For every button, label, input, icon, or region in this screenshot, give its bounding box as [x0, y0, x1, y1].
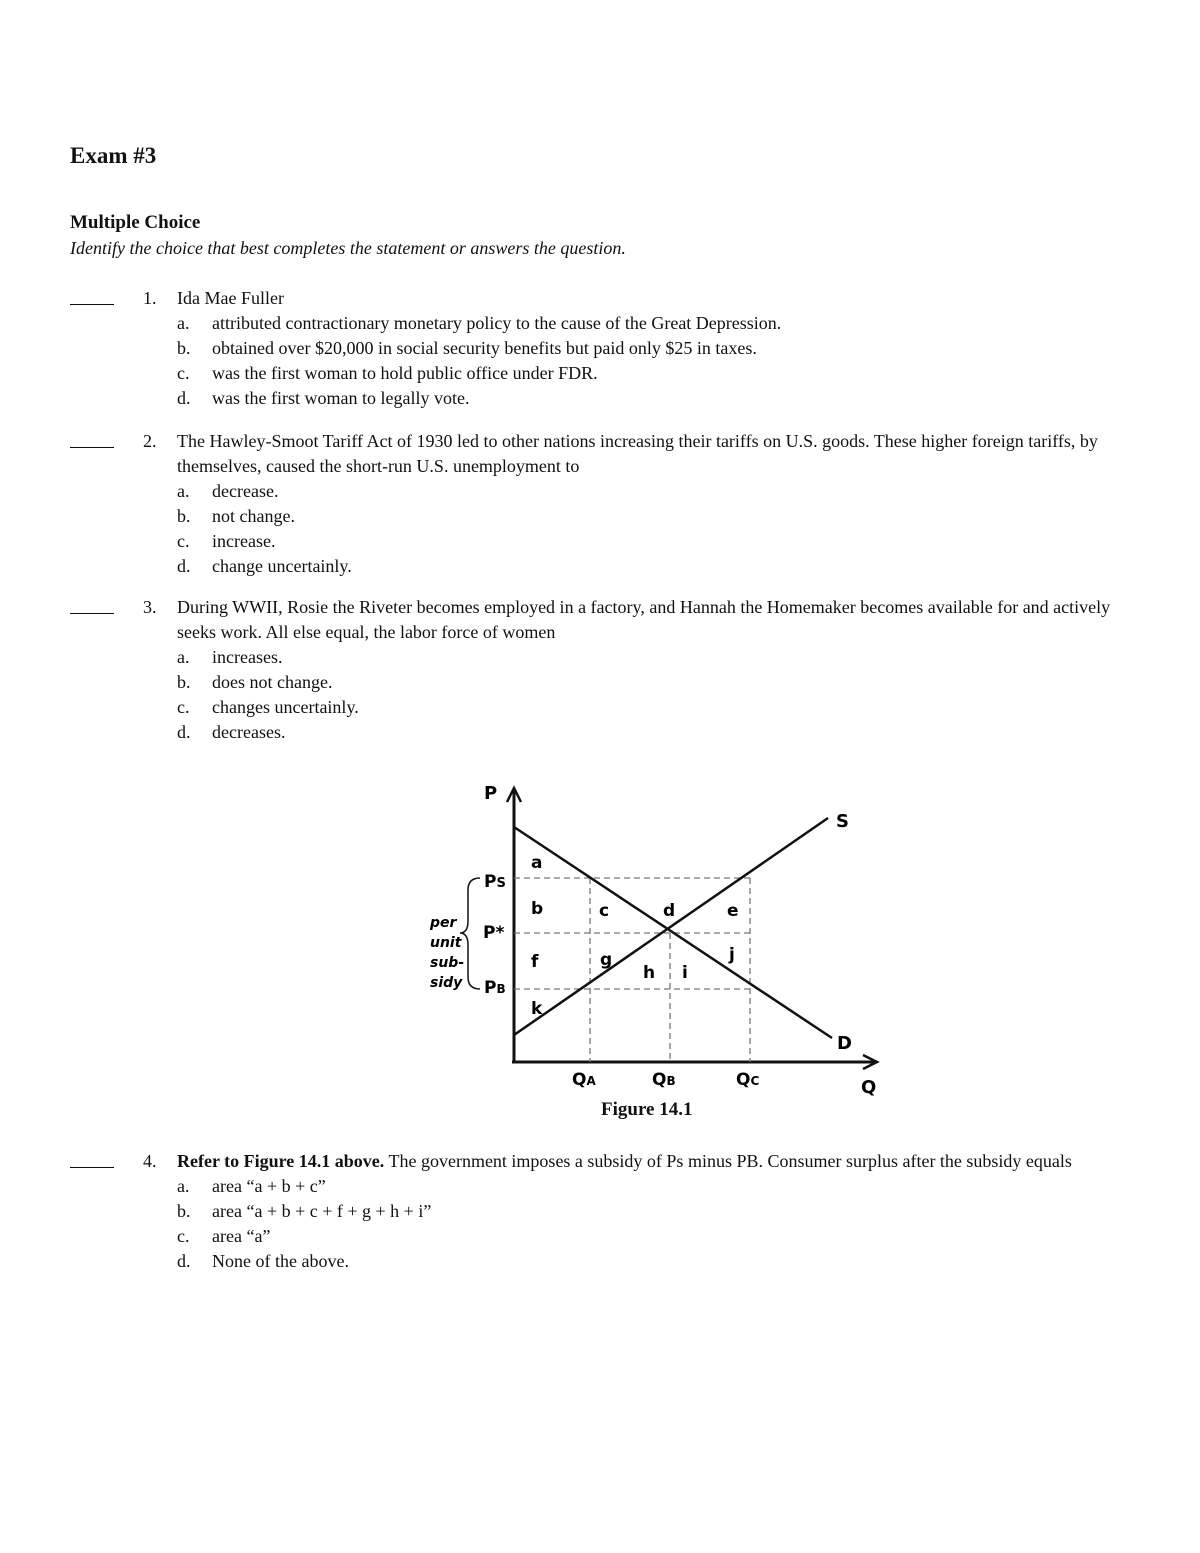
area-i-label: i [682, 963, 688, 983]
subsidy-note-line-4: sidy [430, 975, 463, 991]
choice-letter: b. [177, 1201, 191, 1221]
p-axis-label: P [484, 783, 498, 804]
answer-blank-2[interactable] [70, 429, 114, 448]
area-k-label: k [531, 999, 543, 1019]
choice-text: not change. [212, 506, 295, 526]
question-text [177, 1149, 1150, 1174]
question-number: 4. [143, 1151, 157, 1171]
choice-letter: b. [177, 672, 191, 692]
subsidy-note-line-3: sub- [430, 955, 465, 971]
pb-label-main: P [484, 978, 497, 998]
choice-text: area “a + b + c” [212, 1176, 326, 1196]
choice-letter: d. [177, 722, 191, 742]
question-body: The government imposes a subsidy of Ps minus PB. Consumer surplus after the subsidy equals [384, 1151, 1072, 1171]
choice-text: decreases. [212, 722, 286, 742]
area-c-label: c [599, 901, 610, 921]
area-b-label: b [531, 899, 544, 919]
choice-text: area “a + b + c + f + g + h + i” [212, 1201, 432, 1221]
choice-letter: d. [177, 556, 191, 576]
question-4 [70, 1149, 1150, 1274]
choice-text: change uncertainly. [212, 556, 352, 576]
question-text: Ida Mae Fuller [177, 288, 284, 308]
choice-letter: a. [177, 1176, 190, 1196]
choice-b [177, 670, 1150, 695]
area-a-label: a [531, 853, 543, 873]
qa-label [572, 1070, 596, 1090]
question-number: 1. [143, 288, 157, 308]
question-text: The Hawley-Smoot Tariff Act of 1930 led to other nations increasing their tariffs on U.S. goods. These higher foreign tariffs, by themselves, caused the short-run U.S. unemployment to [177, 431, 1098, 476]
qa-label-main: Q [572, 1070, 587, 1090]
question-1 [70, 286, 1150, 411]
choice-letter: d. [177, 1251, 191, 1271]
choice-letter: b. [177, 506, 191, 526]
choice-text: obtained over $20,000 in social security benefits but paid only $25 in taxes. [212, 338, 757, 358]
ps-label [484, 872, 506, 892]
choice-a [177, 311, 1150, 336]
question-bold-lead: Refer to Figure 14.1 above. [177, 1151, 385, 1171]
answer-blank-3[interactable] [70, 595, 114, 614]
choice-b [177, 504, 1150, 529]
choice-text: does not change. [212, 672, 333, 692]
area-d-label: d [663, 901, 676, 921]
area-g-label: g [600, 950, 613, 970]
choice-b [177, 336, 1150, 361]
qa-label-sub: A [586, 1074, 596, 1088]
choice-text: was the first woman to legally vote. [212, 388, 470, 408]
qb-label-main: Q [652, 1070, 667, 1090]
question-number: 3. [143, 597, 157, 617]
demand-curve [514, 827, 832, 1038]
qc-label-sub: C [750, 1074, 760, 1088]
choice-letter: a. [177, 313, 190, 333]
instructions: Identify the choice that best completes the statement or answers the question. [70, 238, 626, 258]
choice-a [177, 479, 1150, 504]
question-number: 2. [143, 431, 157, 451]
choice-text: area “a” [212, 1226, 271, 1246]
choice-d [177, 554, 1150, 579]
question-text: During WWII, Rosie the Riveter becomes employed in a factory, and Hannah the Homemaker becomes available for and actively seeks work. All else equal, the labor force of women [177, 597, 1111, 642]
area-f-label: f [531, 952, 539, 972]
subsidy-brace [460, 878, 480, 989]
choice-a [177, 645, 1150, 670]
choice-text: attributed contractionary monetary policy to the cause of the Great Depression. [212, 313, 782, 333]
choice-letter: c. [177, 363, 190, 383]
choice-c [177, 1224, 1150, 1249]
choice-d [177, 1249, 1150, 1274]
choice-letter: b. [177, 338, 191, 358]
area-j-label: j [729, 945, 735, 965]
answer-blank-1[interactable] [70, 286, 114, 305]
subsidy-note-line-1: per [430, 915, 457, 931]
choice-letter: c. [177, 531, 190, 551]
choice-d [177, 720, 1150, 745]
ps-label-main: P [484, 872, 497, 892]
pb-label-sub: B [496, 982, 506, 996]
qc-label-main: Q [736, 1070, 751, 1090]
area-h-label: h [643, 963, 656, 983]
supply-label: S [836, 811, 849, 832]
choice-letter: d. [177, 388, 191, 408]
area-e-label: e [727, 901, 739, 921]
ps-label-sub: S [496, 876, 506, 891]
supply-demand-diagram [420, 775, 890, 1105]
choice-letter: c. [177, 697, 190, 717]
subsidy-note-line-2: unit [430, 935, 462, 951]
choice-letter: a. [177, 647, 190, 667]
qb-label [652, 1070, 676, 1090]
demand-label: D [837, 1033, 852, 1054]
answer-blank-4[interactable] [70, 1149, 114, 1168]
choice-text: increase. [212, 531, 276, 551]
choice-letter: a. [177, 481, 190, 501]
choice-c [177, 529, 1150, 554]
choice-a [177, 1174, 1150, 1199]
q-axis-label: Q [861, 1077, 877, 1098]
choice-letter: c. [177, 1226, 190, 1246]
choice-d [177, 386, 1150, 411]
pb-label [484, 978, 506, 998]
exam-title: Exam #3 [70, 143, 157, 168]
choice-c [177, 361, 1150, 386]
question-3 [70, 595, 1150, 745]
supply-curve [514, 818, 828, 1035]
choice-b [177, 1199, 1150, 1224]
qc-label [736, 1070, 759, 1090]
figure-14-1 [420, 775, 890, 1105]
choice-c [177, 695, 1150, 720]
choice-text: was the first woman to hold public office under FDR. [212, 363, 598, 383]
choice-text: increases. [212, 647, 283, 667]
pstar-label: P* [483, 923, 505, 943]
section-title: Multiple Choice [70, 212, 201, 233]
choice-text: decrease. [212, 481, 279, 501]
qb-label-sub: B [666, 1074, 676, 1088]
choice-text: None of the above. [212, 1251, 349, 1271]
choice-text: changes uncertainly. [212, 697, 359, 717]
question-2 [70, 429, 1150, 579]
figure-caption: Figure 14.1 [601, 1099, 693, 1120]
